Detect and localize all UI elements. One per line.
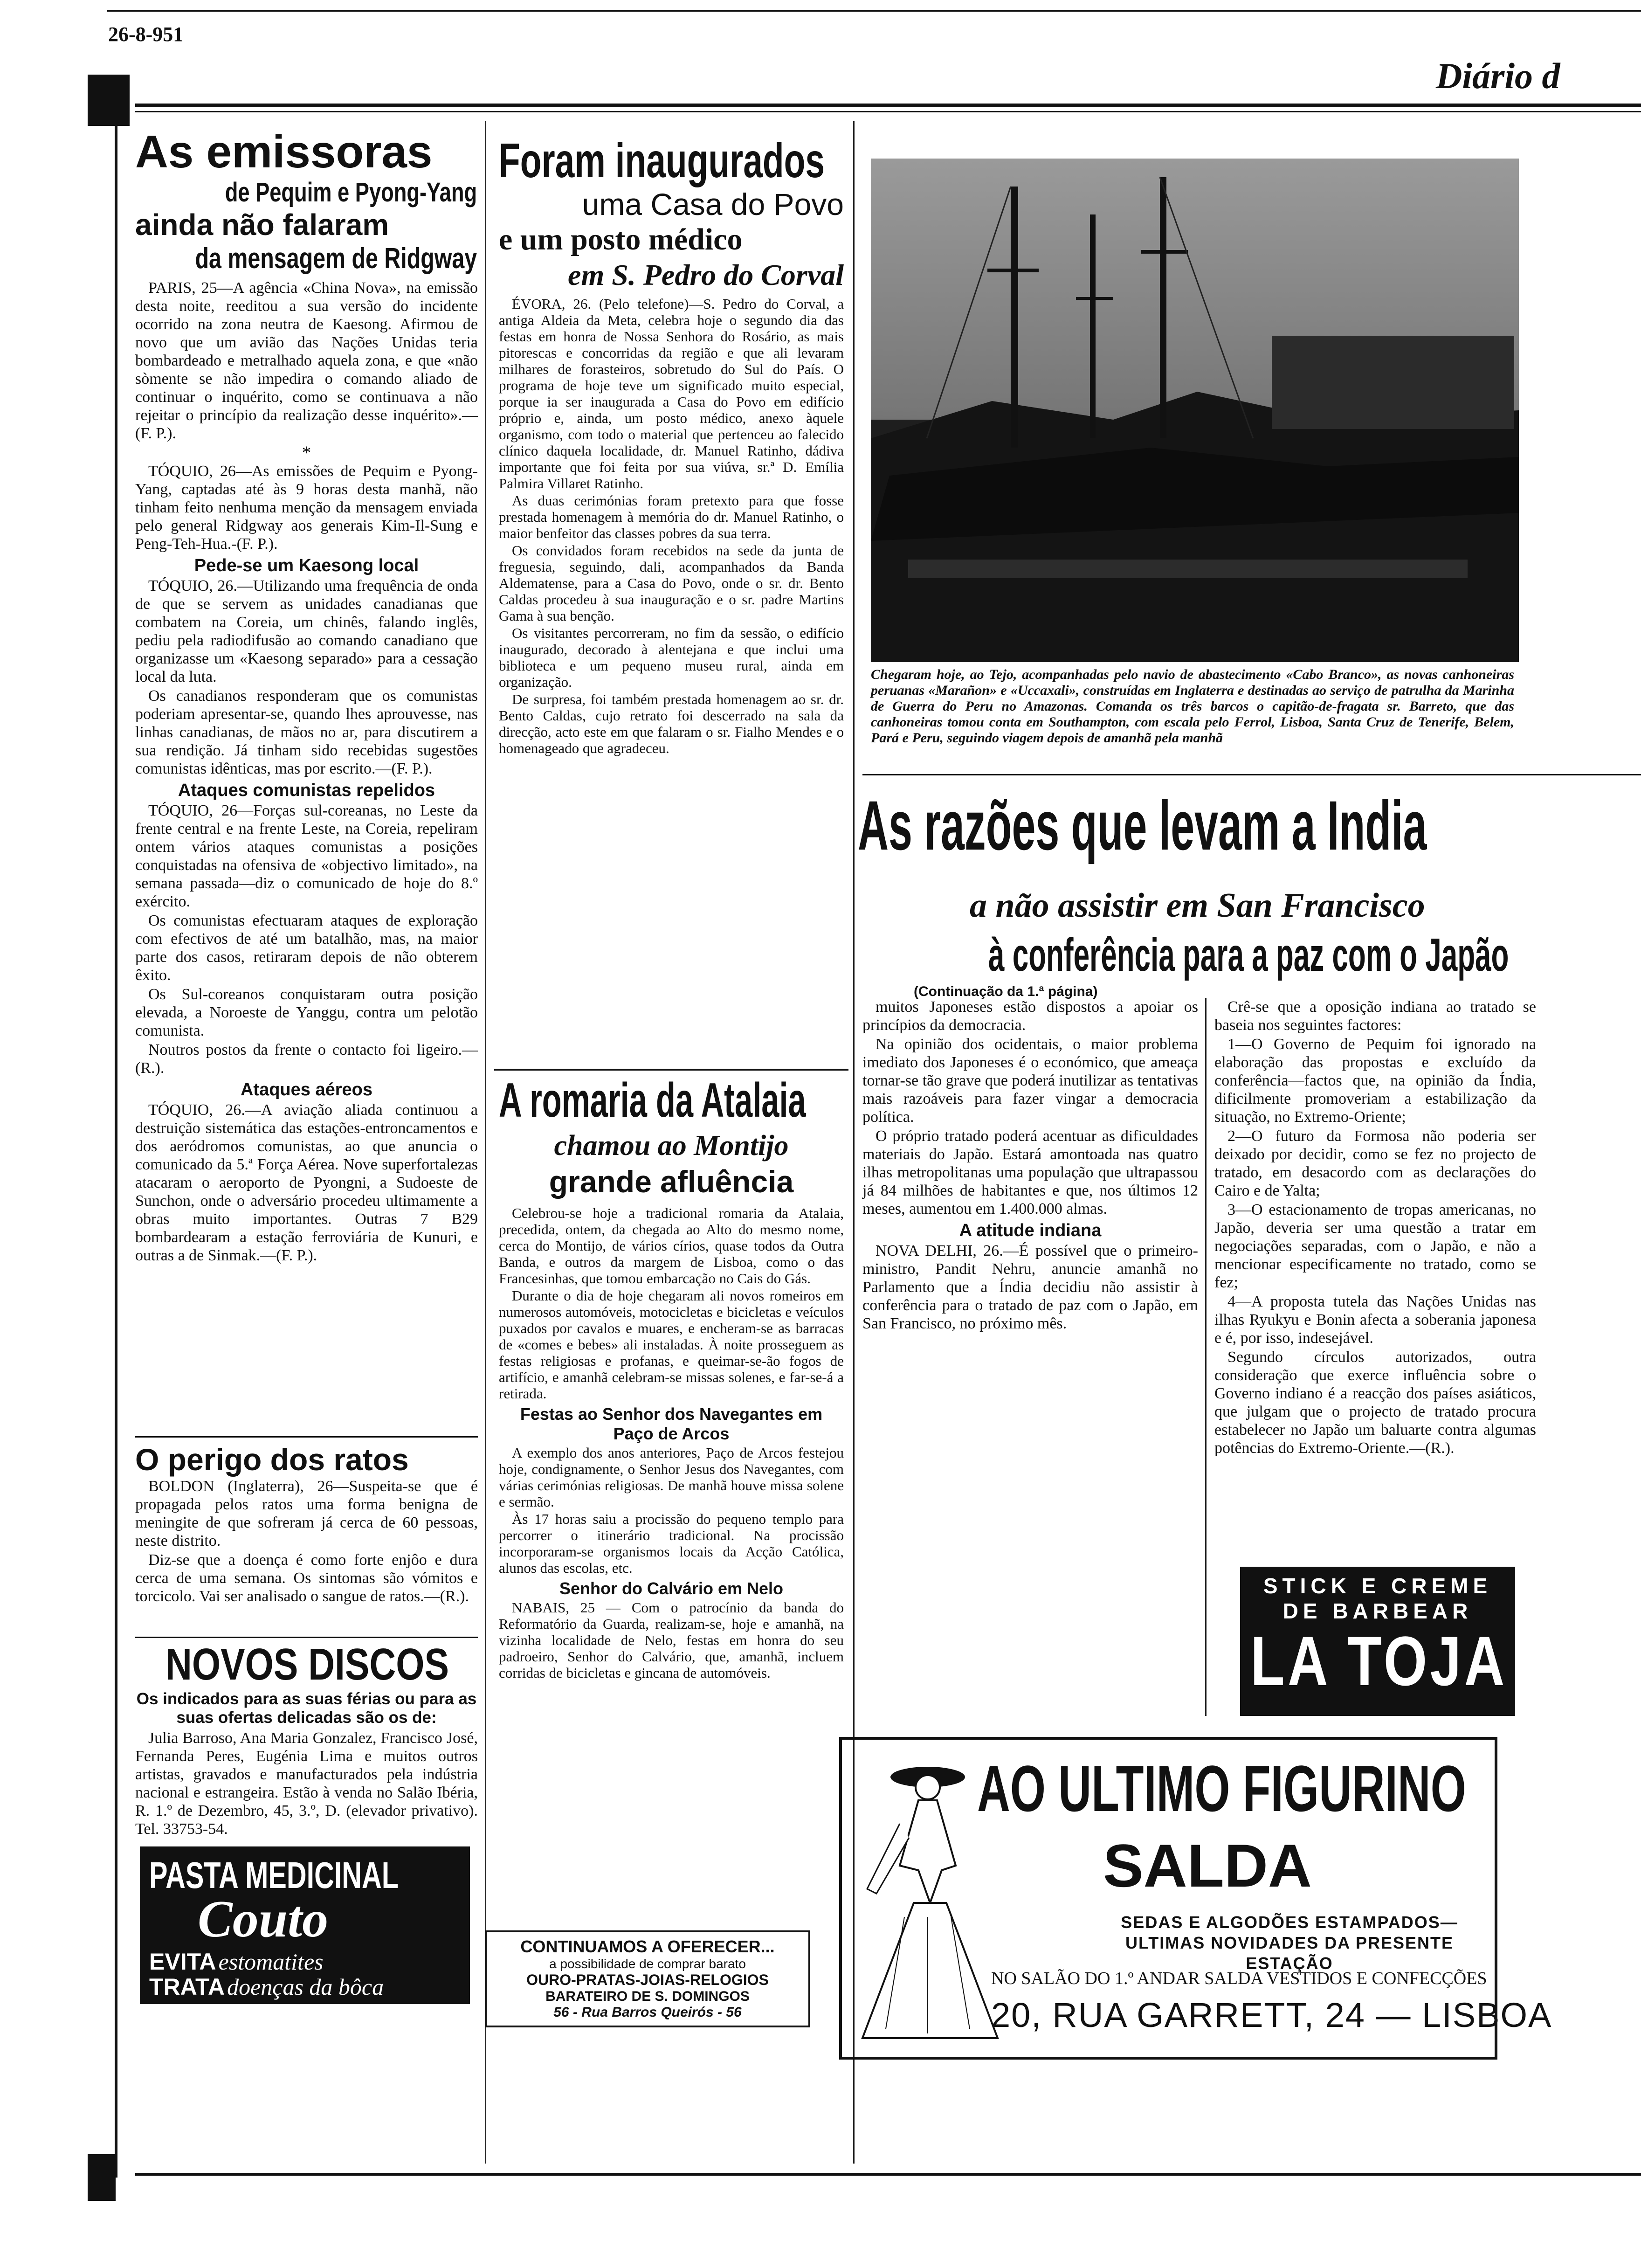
article-casa-do-povo <box>499 135 844 757</box>
continuation-note: (Continuação da 1.ª página) <box>914 984 1098 999</box>
paragraph: TÓQUIO, 26.—Utilizando uma frequência de onda de que se servem as unidades canadianas que combatem na Coreia, um chinês, falando inglês, pediu pela radiodifusão ao comando canadiano que organizasse um «Kaesong separado» para a cessação local da luta. <box>135 577 478 685</box>
ad-line: a possibilidade de comprar barato <box>549 1957 746 1971</box>
header-rule-2 <box>135 111 1641 112</box>
ad-word: estomatites <box>218 1949 324 1975</box>
paragraph: As duas cerimónias foram pretexto para que fosse prestada homenagem à memória do dr. Manuel Ratinho, o maior benfeitor das classes pobres da sua terra. <box>499 492 844 541</box>
paragraph: Diz-se que a doença é como forte enjôo e dura cerca de uma semana. Os sintomas são vómitos e torcicolo. Vai ser analisado o sangue de ratos.—(R.). <box>135 1551 478 1605</box>
divider <box>494 1069 848 1071</box>
ad-brand: Couto <box>198 1890 329 1948</box>
ad-line: AO ULTIMO FIGURINO <box>977 1752 1466 1825</box>
paragraph: O próprio tratado poderá acentuar as dificuldades materiais do Japão. Estará amontoada nas quatro ilhas metropolitanas uma população que ultrapassou já 84 milhões de habitantes e que, nos últimos 12 meses, aumentou em 1.400.000 almas. <box>862 1127 1198 1217</box>
paragraph: Na opinião dos ocidentais, o maior problema imediato dos Japoneses é o económico, que ameaça tornar-se tão grave que poderá inutilizar as tentativas mais razoáveis para fazer vingar a democracia política. <box>862 1036 1198 1126</box>
col-separator-3 <box>1205 998 1207 1716</box>
india-subheadline: a não assistir em San Francisco <box>970 886 1425 925</box>
article-romaria <box>499 1072 844 1682</box>
paragraph: NOVA DELHI, 26.—É possível que o primeiro-ministro, Pandit Nehru, anuncie amanhã no Parlamento que a Índia decidiu não assistir à conferência para o tratado de paz com o Japão, em San Francisco, no próximo mês. <box>862 1242 1198 1332</box>
headline: A romaria da Atalaia <box>499 1073 806 1127</box>
article-emissoras <box>135 126 478 1265</box>
ad-line: DE BARBEAR <box>1282 1599 1473 1623</box>
india-column-a <box>862 998 1198 1334</box>
divider <box>135 1637 478 1638</box>
paragraph: NABAIS, 25 — Com o patrocínio da banda do Reformatório da Guarda, realizam-se, hoje e amanhã, na vizinha localidade de Nelo, festas em honra do seu padroeiro, Senhor do Calvário, que, amanhã, incluem corridas de bicicletas e gincana de automóveis. <box>499 1599 844 1681</box>
ad-line: 56 - Rua Barros Queirós - 56 <box>553 2005 742 2020</box>
paragraph: 1—O Governo de Pequim foi ignorado na elaboração das propostas e excluído da conferência—factos que, na opinião da Índia, dificilmente promoveriam a estabilização da situação, no Extremo-Oriente; <box>1214 1036 1536 1126</box>
paragraph: Os visitantes percorreram, no fim da sessão, o edifício inaugurado, decorado à alentejana e que inclui uma biblioteca e um pequeno museu rural, ainda em organização. <box>499 625 844 690</box>
headline-line3: ainda não falaram <box>135 208 389 242</box>
ad-line: NO SALÃO DO 1.º ANDAR SALDA VESTIDOS E CONFECÇÕES <box>991 1969 1487 1988</box>
paragraph: PARIS, 25—A agência «China Nova», na emissão desta noite, reeditou a sua versão do incidente ocorrido na zona neutra de Kaesong. Afirmou de novo que um avião das Nações Unidas teria bombardeado e metralhado aquela zona, e que «não sòmente se não impedira o comando aliado de continuar o inquérito, como se continuava a não rejeitar o princípio da realização desse inquérito».—(F. P.). <box>135 279 478 442</box>
harbour-photo <box>871 159 1519 662</box>
ad-la-toja <box>1240 1567 1515 1716</box>
subheading: Senhor do Calvário em Nelo <box>559 1579 784 1598</box>
paragraph: De surpresa, foi também prestada homenagem ao sr. dr. Bento Caldas, cujo retrato foi descerrado na sala da direcção, acto este em que falaram o sr. Fialho Mendes e o homenageado que agradeceu. <box>499 691 844 756</box>
paragraph: ÉVORA, 26. (Pelo telefone)—S. Pedro do Corval, a antiga Aldeia da Meta, celebra hoje o segundo dia das festas em honra de Nossa Senhora do Rosário, as mais pitorescas e concorridas da região e que ali levaram milhares de forasteiros, sobretudo do Sul do País. O programa de hoje teve um significado muito especial, porque ia ser inaugurada a Casa do Povo em edifício próprio e, ainda, um posto médico, anexo àquele organismo, com todo o material que pertenceu ao falecido clínico daquela localidade, dr. Manuel Ratinho, dádiva importante que foi feita por sua viúva, sr.ª D. Emília Palmira Villaret Ratinho. <box>499 296 844 491</box>
headline: NOVOS DISCOS <box>165 1639 449 1689</box>
divider <box>135 1436 478 1438</box>
headline: Foram inaugurados <box>499 134 825 188</box>
ad-ultimo-figurino <box>839 1737 1552 2060</box>
india-subheadline-2: à conferência para a paz com o Japão <box>988 929 1509 981</box>
article-discos <box>135 1641 478 1839</box>
ad-line: PASTA MEDICINAL <box>149 1854 399 1896</box>
paragraph: TÓQUIO, 26—Forças sul-coreanas, no Leste da frente central e na frente Leste, na Coreia, repeliram ontem vários ataques comunistas a posições conquistadas na ofensiva de «objectivo limitado», na semana passada—diz o comunicado de hoje do 8.º exército. <box>135 802 478 910</box>
subheading: Ataques comunistas repelidos <box>178 781 435 800</box>
bottom-rule <box>135 2173 1641 2176</box>
paragraph: TÓQUIO, 26—As emissões de Pequim e Pyong-Yang, captadas até às 9 horas desta manhã, não tinham feito nenhuma menção da mensagem enviada pelo general Ridgway aos generais Kim-Il-Sung e Peng-Teh-Hua.-(F. P.). <box>135 463 478 553</box>
ad-line: SALDA <box>1103 1832 1312 1900</box>
paragraph: Segundo círculos autorizados, outra consideração que exerce influência sobre o Governo indiano é a reacção dos países asiáticos, que julgam que o projecto de tratado procura estabelecer no Japão um baluarte contra algumas potências do Extremo-Oriente.—(R.). <box>1214 1348 1536 1457</box>
paragraph: 3—O estacionamento de tropas americanas, no Japão, deveria ser uma questão a tratar em negociações separadas, com o Japão, e não a mencionar especificamente no tratado, como se fez; <box>1214 1201 1536 1291</box>
ad-line: OURO-PRATAS-JOIAS-RELOGIOS <box>526 1971 769 1988</box>
headline-line3: e um posto médico <box>499 222 743 256</box>
paragraph: Os comunistas efectuaram ataques de exploração com efectivos de até um batalhão, mas, na maior parte dos casos, retiraram depois de não obterem êxito. <box>135 912 478 984</box>
paragraph: Os Sul-coreanos conquistaram outra posição elevada, a Noroeste de Yanggu, contra um pelotão comunista. <box>135 986 478 1039</box>
ad-line: STICK E CREME <box>1263 1574 1492 1598</box>
paragraph: 2—O futuro da Formosa não poderia ser deixado por decidir, como se fez no projecto de tratado, em desacordo com as declarações do Cairo e de Yalta; <box>1214 1127 1536 1199</box>
margin-block <box>88 75 130 126</box>
paragraph: 4—A proposta tutela das Nações Unidas nas ilhas Ryukyu e Bonin afecta a soberania japonesa e é, por isso, indesejável. <box>1214 1293 1536 1347</box>
headline-line4: da mensagem de Ridgway <box>195 242 477 275</box>
ship-photo-illustration <box>871 159 1519 662</box>
ad-pasta-couto <box>140 1846 470 2004</box>
india-headline: As razões que levam a India <box>858 786 1427 864</box>
ad-line: BARATEIRO DE S. DOMINGOS <box>545 1989 750 2004</box>
subheading: Festas ao Senhor dos Navegantes em Paço de Arcos <box>520 1404 823 1443</box>
ad-word: doenças da bôca <box>227 1974 384 2000</box>
headline-line2: uma Casa do Povo <box>582 187 844 221</box>
ad-line: 20, RUA GARRETT, 24 — LISBOA <box>991 1996 1552 2034</box>
paragraph: Os convidados foram recebidos na sede da junta de freguesia, seguindo, dali, acompanhados da Banda Aldematense, para a Casa do Povo, onde o sr. dr. Bento Caldas procedeu à sua inauguração e o sr. padre Martins Gama à sua benção. <box>499 542 844 624</box>
headline-line4: em S. Pedro do Corval <box>568 258 844 291</box>
ad-line: SEDAS E ALGODÕES ESTAMPADOS—ULTIMAS NOVIDADES DA PRESENTE ESTAÇÃO <box>1121 1913 1458 1973</box>
top-rule <box>107 10 1641 12</box>
headline-line2: chamou ao Montijo <box>554 1130 789 1162</box>
paragraph: Noutros postos da frente o contacto foi ligeiro.—(R.). <box>135 1041 478 1077</box>
subheading: Ataques aéreos <box>240 1080 372 1099</box>
ad-barateiro <box>485 1930 810 2027</box>
photo-caption: Chegaram hoje, ao Tejo, acompanhadas pelo navio de abastecimento «Cabo Branco», as novas canhoneiras peruanas «Marañon» e «Uccaxali», construídas em Inglaterra e destinadas ao serviço de patrulha da Marinha de Guerra do Peru no Amazonas. Comanda os três barcos o capitão-de-fragata sr. Barreto, que das canhoneiras tomou conta em Southampton, com escala pelo Ferrol, Lisboa, Santa Cruz de Tenerife, Belem, Pará e Peru, seguindo viagem depois de amanhã pela manhã <box>871 667 1514 746</box>
headline-line2: de Pequim e Pyong-Yang <box>225 177 477 207</box>
paragraph: A exemplo dos anos anteriores, Paço de Arcos festejou hoje, condignamente, o Senhor Jesus dos Navegantes, com várias cerimónias religiosas. De manhã houve missa solene e sermão. <box>499 1445 844 1510</box>
headline: O perigo dos ratos <box>135 1442 409 1477</box>
left-border <box>115 126 117 2178</box>
paragraph: Crê-se que a oposição indiana ao tratado se baseia nos seguintes factores: <box>1214 998 1536 1034</box>
ad-word: TRATA <box>149 1974 225 2000</box>
ad-word: EVITA <box>149 1949 216 1975</box>
paragraph: TÓQUIO, 26.—A aviação aliada continuou a destruição sistemática das estações-entroncamentos e dos aeródromos comunistas, ao que anuncia o comunicado da 5.ª Força Aérea. Nove superfortalezas atacaram o aeroporto de Pyongni, a Sudoeste de Sunchon, onde o adversário procedeu ultimamente a obras muito importantes. Outras 7 B29 bombardearam a estação ferroviária de Kunuri, e outras a de Sinmak.—(F. P.). <box>135 1101 478 1264</box>
headline-line3: grande afluência <box>549 1164 794 1199</box>
ad-line: CONTINUAMOS A OFERECER... <box>520 1937 775 1956</box>
subheading: Pede-se um Kaesong local <box>194 556 419 575</box>
ad-brand: LA TOJA <box>1250 1622 1508 1700</box>
paragraph: Às 17 horas saiu a procissão do pequeno templo para percorrer o itinerário tradicional. Na procissão incorporaram-se organismos locais da Acção Católica, alunos das escolas, etc. <box>499 1511 844 1576</box>
header-rule <box>135 104 1641 107</box>
paragraph: Celebrou-se hoje a tradicional romaria da Atalaia, precedida, ontem, da chegada ao Alto do mesmo nome, cerca do Montijo, de vários círios, quase todos da Outra Banda, e outros da margem de Lisboa, como o das Francesinhas, que tomou embarcação no Cais do Gás. <box>499 1205 844 1286</box>
paragraph: BOLDON (Inglaterra), 26—Suspeita-se que é propagada pelos ratos uma forma benigna de meningite de que sofreram já cerca de 60 pessoas, neste distrito. <box>135 1478 478 1549</box>
paragraph: Julia Barroso, Ana Maria Gonzalez, Francisco José, Fernanda Peres, Eugénia Lima e muitos outros artistas, gravados e manufacturados pela indústria nacional e estrangeira. Estão à venda no Salão Ibéria, R. 1.º de Dezembro, 45, 3.º, D. (elevador privativo). Tel. 33753-54. <box>135 1729 478 1838</box>
divider <box>862 774 1641 775</box>
col-separator-1 <box>485 121 486 2164</box>
india-column-b <box>1214 998 1536 1458</box>
paragraph: Os canadianos responderam que os comunistas poderiam apresentar-se, quando lhes aprouvesse, nas linhas canadianas, de mãos no ar, para discutirem a sua rendição. Já tinham sido recebidas sugestões comunistas idênticas, mas por escrito.—(F. P.). <box>135 687 478 777</box>
masthead: Diário d <box>1436 55 1560 96</box>
paragraph: muitos Japoneses estão dispostos a apoiar os princípios da democracia. <box>862 998 1198 1034</box>
discos-subheading: Os indicados para as suas férias ou para as suas ofertas delicadas são os de: <box>136 1690 477 1727</box>
margin-block-bottom <box>88 2154 116 2201</box>
page-date: 26-8-951 <box>108 23 184 46</box>
paragraph: Durante o dia de hoje chegaram ali novos romeiros em numerosos automóveis, motocicletas e bicicletas e veículos puxados por cavalos e muares, e encheram-se as barracas de «comes e bebes» ali instaladas. À noite prosseguem as festas religiosas e profanas, e queimar-se-ão fogos de artifício, e amanhã celebram-se missas solenes, e far-se-á a retirada. <box>499 1287 844 1402</box>
star-separator: * <box>302 442 311 463</box>
headline: As emissoras <box>135 126 433 177</box>
article-ratos <box>135 1442 478 1606</box>
subheading: A atitude indiana <box>959 1221 1102 1240</box>
